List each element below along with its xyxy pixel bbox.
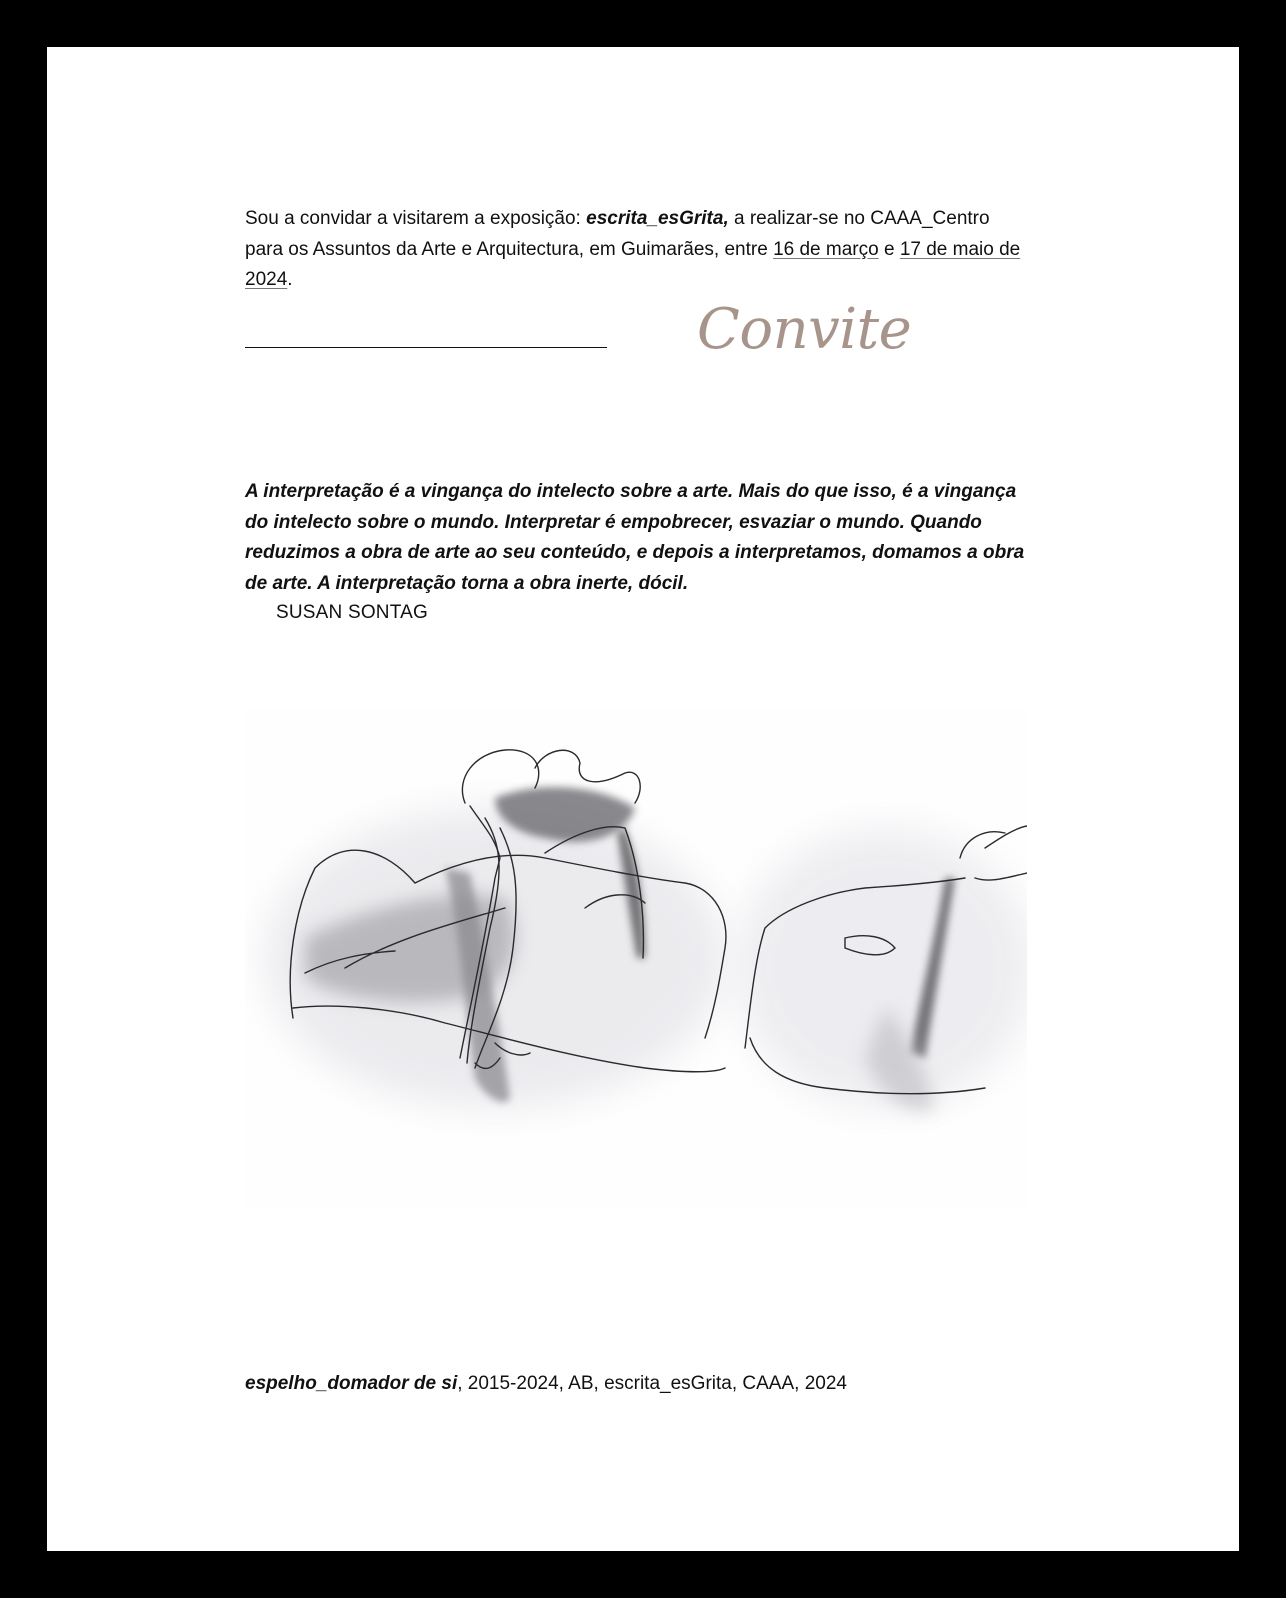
artwork-title: espelho_domador de si	[245, 1373, 458, 1394]
sontag-quote: A interpretação é a vingança do intelecto sobre a arte. Mais do que isso, é a vingança do intelecto sobre o mundo. Interpretar é empobrecer, esvaziar o mundo. Quando reduzimos a obra de arte ao seu conteúdo, e depois a interpretamos, domamos a obra de arte. A interpretação torna a obra inerte, dócil.	[245, 481, 1025, 594]
invitation-heading: Convite	[697, 297, 912, 362]
start-date-link[interactable]: 16 de março	[773, 238, 879, 260]
ink-sketch-artwork	[245, 708, 1027, 1208]
conjunction: e	[878, 238, 900, 260]
intro-period: .	[287, 269, 293, 290]
divider-line	[245, 347, 607, 348]
intro-before: Sou a convidar a visitarem a exposição:	[245, 208, 587, 229]
end-date-link[interactable]: 17 de maio de 2024	[245, 238, 1021, 290]
invitation-page	[47, 47, 1239, 1551]
quote-author: SUSAN SONTAG	[276, 602, 428, 623]
invitation-text	[245, 204, 1027, 296]
exhibition-name: escrita_esGrita,	[586, 208, 729, 229]
intro-middle: a realizar-se no CAAA_Centro para os Assuntos da Arte e Arquitectura, em Guimarães, entre	[245, 208, 990, 260]
artwork-details: , 2015-2024, AB, escrita_esGrita, CAAA, 2024	[457, 1373, 847, 1394]
artwork-caption	[245, 1369, 1027, 1399]
sketch-icon	[245, 708, 1027, 1208]
